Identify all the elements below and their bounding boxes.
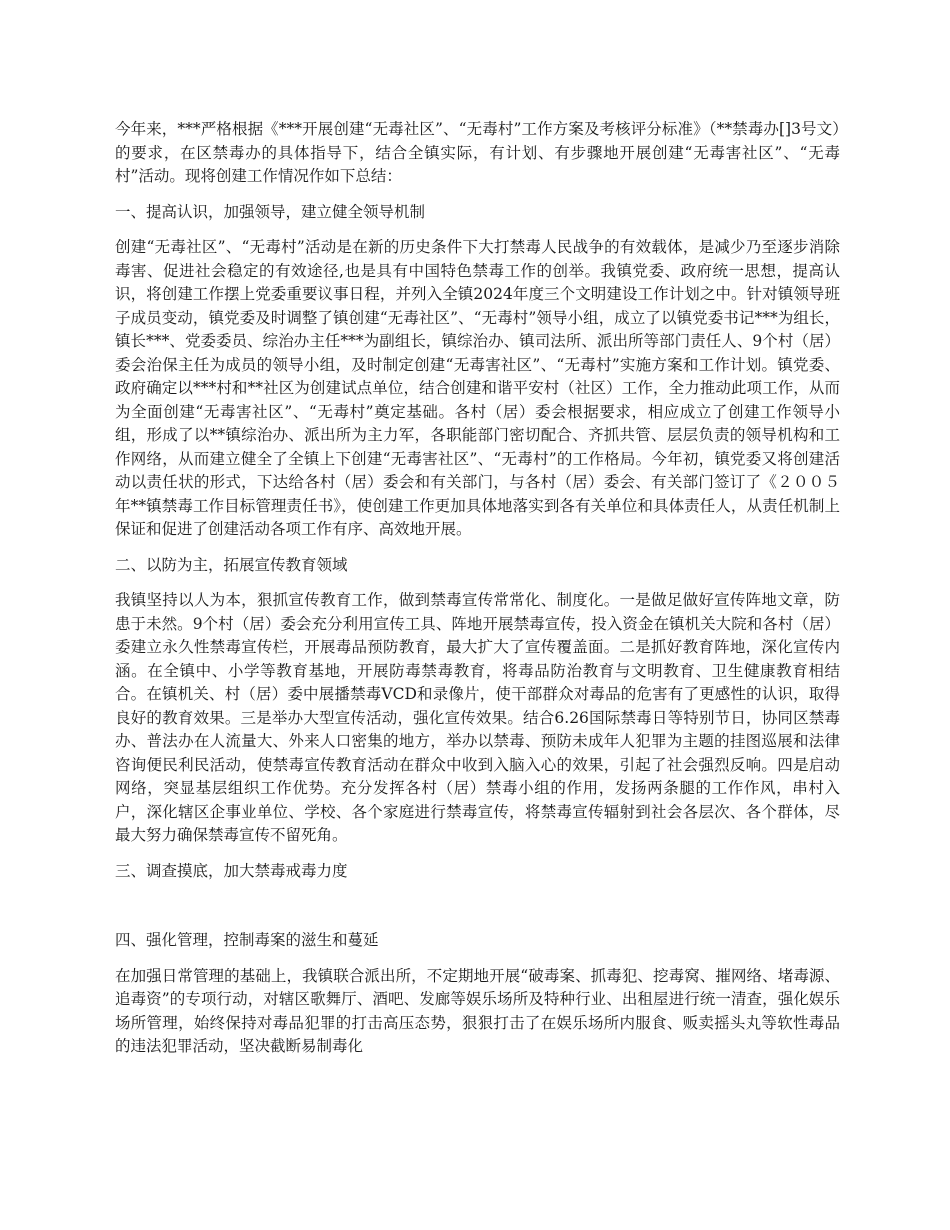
intro-paragraph: 今年来，***严格根据《***开展创建“无毒社区”、“无毒村”工作方案及考核评分标准》（**禁毒办[]3号文）的要求，在区禁毒办的具体指导下，结合全镇实际，有计划、有步骤地开展创建“无毒害社区”、“无毒村”活动。现将创建工作情况作如下总结： — [115, 120, 840, 185]
section-3-empty-space — [115, 895, 840, 929]
section-4-heading: 四、强化管理，控制毒案的滋生和蔓延 — [115, 931, 379, 949]
document-page — [115, 118, 840, 1071]
section-3-heading: 三、调查摸底，加大禁毒戒毒力度 — [115, 861, 348, 880]
section-2-heading: 二、以防为主，拓展宣传教育领域 — [115, 555, 348, 574]
section-1-body: 创建“无毒社区”、“无毒村”活动是在新的历史条件下大打禁毒人民战争的有效载体，是减少乃至逐步消除毒害、促进社会稳定的有效途径,也是具有中国特色禁毒工作的创举。我镇党委、政府统一思想，提高认识，将创建工作摆上党委重要议事日程，并列入全镇2024年度三个文明建设工作计划之中。针对镇领导班子成员变动，镇党委及时调整了镇创建“无毒社区”、“无毒村”领导小组，成立了以镇党委书记***为组长，镇长***、党委委员、综治办主任***为副组长，镇综治办、镇司法所、派出所等部门责任人、9个村（居）委会治保主任为成员的领导小组，及时制定创建“无毒害社区”、“无毒村”实施方案和工作计划。镇党委、政府确定以***村和**社区为创建试点单位，结合创建和谐平安村（社区）工作，全力推动此项工作，从而为全面创建“无毒害社区”、“无毒村”奠定基础。各村（居）委会根据要求，相应成立了创建工作领导小组，形成了以**镇综治办、派出所为主力军，各职能部门密切配合、齐抓共管、层层负责的领导机构和工作网络，从而建立健全了全镇上下创建“无毒害社区”、“无毒村”的工作格局。今年初，镇党委又将创建活动以责任状的形式，下达给各村（居）委会和有关部门，与各村（居）委会、有关部门签订了《２００５年**镇禁毒工作目标管理责任书》，使创建工作更加具体地落实到各有关单位和具体责任人，从责任机制上保证和促进了创建活动各项工作有序、高效地开展。 — [115, 238, 840, 538]
section-4-body: 在加强日常管理的基础上，我镇联合派出所，不定期地开展“破毒案、抓毒犯、挖毒窝、摧网络、堵毒源、追毒资”的专项行动，对辖区歌舞厅、酒吧、发廊等娱乐场所及特种行业、出租屋进行统一清查，强化娱乐场所管理，始终保持对毒品犯罪的打击高压态势，狠狠打击了在娱乐场所内服食、贩卖摇头丸等软性毒品的违法犯罪活动，坚决截断易制毒化 — [115, 966, 840, 1055]
section-2-body: 我镇坚持以人为本，狠抓宣传教育工作，做到禁毒宣传常常化、制度化。一是做足做好宣传阵地文章，防患于未然。9个村（居）委会充分利用宣传工具、阵地开展禁毒宣传，投入资金在镇机关大院和各村（居）委建立永久性禁毒宣传栏，开展毒品预防教育，最大扩大了宣传覆盖面。二是抓好教育阵地，深化宣传内涵。在全镇中、小学等教育基地，开展防毒禁毒教育，将毒品防治教育与文明教育、卫生健康教育相结合。在镇机关、村（居）委中展播禁毒VCD和录像片，使干部群众对毒品的危害有了更感性的认识，取得良好的教育效果。三是举办大型宣传活动，强化宣传效果。结合6.26国际禁毒日等特别节日，协同区禁毒办、普法办在人流量大、外来人口密集的地方，举办以禁毒、预防未成年人犯罪为主题的挂图巡展和法律咨询便民利民活动，使禁毒宣传教育活动在群众中收到入脑入心的效果，引起了社会强烈反响。四是启动网络，突显基层组织工作优势。充分发挥各村（居）禁毒小组的作用，发扬两条腿的工作作风，串村入户，深化辖区企事业单位、学校、各个家庭进行禁毒宣传，将禁毒宣传辐射到社会各层次、各个群体，尽最大努力确保禁毒宣传不留死角。 — [115, 591, 840, 844]
section-1-heading: 一、提高认识，加强领导，建立健全领导机制 — [115, 202, 426, 221]
